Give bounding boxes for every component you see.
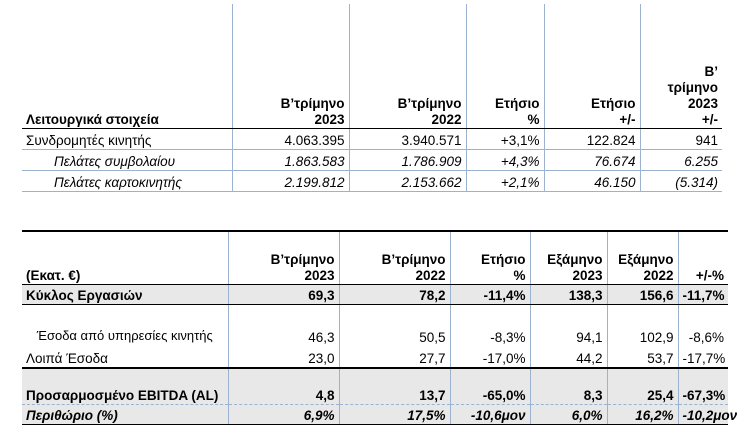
cell: 23,0 xyxy=(228,346,339,368)
cell: -11,7% xyxy=(678,284,728,304)
cell: 46,3 xyxy=(228,304,339,346)
header-line: % xyxy=(527,111,540,127)
cell: 102,9 xyxy=(607,304,678,346)
header-h1-2022 xyxy=(607,231,678,284)
cell: +2,1% xyxy=(466,170,544,191)
header-line: Β’τρίμηνο xyxy=(397,95,462,111)
table-row xyxy=(22,304,728,346)
header-line: Β’τρίμηνο xyxy=(381,251,446,267)
header-q2-2022 xyxy=(349,4,466,128)
row-label: Κύκλος Εργασιών xyxy=(22,284,228,304)
header-operational: Λειτουργικά στοιχεία xyxy=(22,4,232,128)
header-line: +/- xyxy=(619,111,636,127)
header-line: % xyxy=(513,267,526,283)
header-line: 2023 xyxy=(304,267,335,283)
header-line: τρίμηνο xyxy=(667,79,718,95)
financial-data-table xyxy=(22,230,738,425)
header-units: (Εκατ. €) xyxy=(22,231,228,284)
table-row xyxy=(22,404,728,424)
cell: -11,4% xyxy=(450,284,530,304)
cell: -10,6μον xyxy=(450,404,530,424)
header-annual-pct xyxy=(450,231,530,284)
row-label: Λοιπά Έσοδα xyxy=(22,346,228,368)
header-line: +/-% xyxy=(695,267,724,283)
cell: 138,3 xyxy=(530,284,607,304)
header-line: 2023 xyxy=(687,95,718,111)
cell: 4.063.395 xyxy=(232,128,349,149)
header-h1-2023 xyxy=(530,231,607,284)
header-q2-diff xyxy=(640,4,722,128)
cell: 46.150 xyxy=(544,170,640,191)
cell: 69,3 xyxy=(228,284,339,304)
header-line: Β’τρίμηνο xyxy=(270,251,335,267)
cell: 76.674 xyxy=(544,149,640,170)
table-row xyxy=(22,170,722,191)
cell: 2.153.662 xyxy=(349,170,466,191)
cell: 44,2 xyxy=(530,346,607,368)
header-annual-pct xyxy=(466,4,544,128)
row-label: Έσοδα από υπηρεσίες κινητής xyxy=(22,304,228,346)
header-q2-2022 xyxy=(339,231,450,284)
cell: 122.824 xyxy=(544,128,640,149)
cell: 16,2% xyxy=(607,404,678,424)
cell: (5.314) xyxy=(640,170,722,191)
cell: 94,1 xyxy=(530,304,607,346)
header-line: 2022 xyxy=(643,267,674,283)
header-pct-change xyxy=(678,231,728,284)
header-line: 2022 xyxy=(431,111,462,127)
header-line: Ετήσιο xyxy=(480,251,526,267)
cell: 8,3 xyxy=(530,368,607,404)
cell: 1.863.583 xyxy=(232,149,349,170)
header-line: Β’ xyxy=(704,63,718,79)
cell: 6.255 xyxy=(640,149,722,170)
cell: -8,6% xyxy=(688,330,724,345)
cell: 6,0% xyxy=(530,404,607,424)
cell: 2.199.812 xyxy=(232,170,349,191)
cell: +3,1% xyxy=(466,128,544,149)
header-line: Εξάμηνο xyxy=(618,251,674,267)
table-row xyxy=(22,284,728,304)
cell: 3.940.571 xyxy=(349,128,466,149)
cell: 6,9% xyxy=(228,404,339,424)
row-label: Περιθώριο (%) xyxy=(22,404,228,424)
cell: -17,0% xyxy=(450,346,530,368)
header-line: Β’τρίμηνο xyxy=(280,95,345,111)
row-label: Συνδρομητές κινητής xyxy=(22,128,232,149)
header-q2-2023 xyxy=(228,231,339,284)
header-line: Ετήσιο xyxy=(590,95,636,111)
cell: 50,5 xyxy=(339,304,450,346)
row-label: Πελάτες καρτοκινητής xyxy=(22,170,232,191)
row-label: Πελάτες συμβολαίου xyxy=(22,149,232,170)
cell: 156,6 xyxy=(607,284,678,304)
cell: 17,5% xyxy=(339,404,450,424)
cell: 941 xyxy=(640,128,722,149)
header-q2-2023 xyxy=(232,4,349,128)
cell: +4,3% xyxy=(466,149,544,170)
cell: 53,7 xyxy=(607,346,678,368)
cell: 78,2 xyxy=(339,284,450,304)
cell: 13,7 xyxy=(339,368,450,404)
table-row xyxy=(22,346,728,368)
cell: 4,8 xyxy=(228,368,339,404)
cell: -10,2μον xyxy=(678,404,728,424)
header-line: 2022 xyxy=(415,267,446,283)
cell: -17,7% xyxy=(682,351,726,366)
header-line: 2023 xyxy=(572,267,603,283)
cell: 1.786.909 xyxy=(349,149,466,170)
cell: -8,3% xyxy=(450,304,530,346)
row-label: Προσαρμοσμένο EBITDA (AL) xyxy=(22,368,228,404)
header-line: +/- xyxy=(701,111,718,127)
table-row xyxy=(22,128,722,149)
table-row xyxy=(22,149,722,170)
cell: 27,7 xyxy=(339,346,450,368)
header-line: Ετήσιο xyxy=(494,95,540,111)
header-line: 2023 xyxy=(314,111,345,127)
header-line: Εξάμηνο xyxy=(547,251,603,267)
table-row xyxy=(22,368,728,404)
header-annual-diff xyxy=(544,4,640,128)
cell: -67,3% xyxy=(678,368,728,404)
operational-data-table xyxy=(22,4,722,192)
cell: 25,4 xyxy=(607,368,678,404)
cell: -65,0% xyxy=(450,368,530,404)
